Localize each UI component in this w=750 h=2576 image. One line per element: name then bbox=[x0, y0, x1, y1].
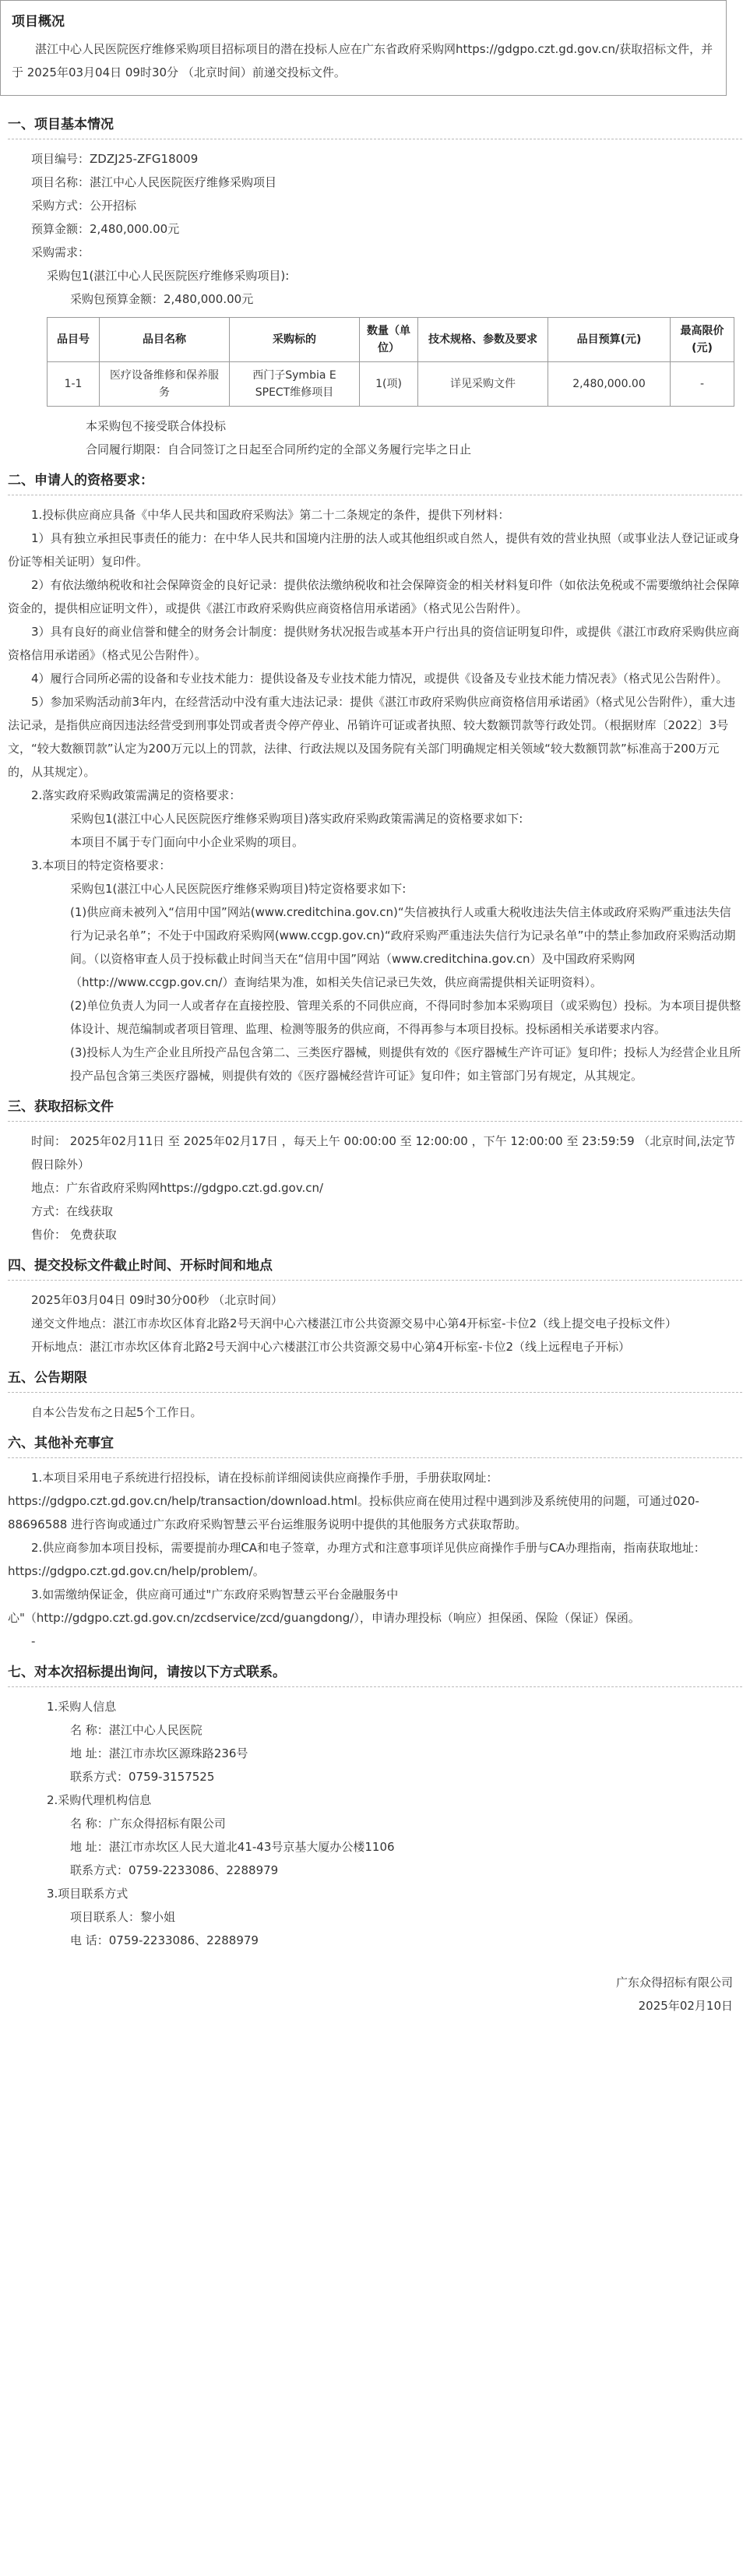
section-3-title: 三、获取招标文件 bbox=[8, 1099, 114, 1115]
project-number: 项目编号：ZDZJ25-ZFG18009 bbox=[31, 152, 199, 166]
procurement-method: 采购方式：公开招标 bbox=[31, 199, 137, 213]
table-header: 数量（单位） bbox=[360, 318, 418, 362]
table-header: 采购标的 bbox=[230, 318, 360, 362]
table-cell: 1-1 bbox=[48, 362, 100, 407]
doc-method: 方式：在线获取 bbox=[31, 1204, 114, 1218]
supplement-dash: - bbox=[31, 1634, 36, 1648]
buyer-heading: 1.采购人信息 bbox=[47, 1700, 117, 1714]
contract-period: 合同履行期限：自合同签订之日起至合同所约定的全部义务履行完毕之日止 bbox=[86, 442, 472, 456]
footer-date: 2025年02月10日 bbox=[638, 1999, 733, 2013]
consortium-note: 本采购包不接受联合体投标 bbox=[86, 419, 227, 433]
contact-person: 项目联系人：黎小姐 bbox=[70, 1910, 176, 1924]
table-header: 最高限价(元) bbox=[671, 318, 734, 362]
project-name: 项目名称：湛江中心人民医院医疗维修采购项目 bbox=[31, 175, 277, 189]
deadline-time: 2025年03月04日 09时30分00秒 （北京时间） bbox=[31, 1293, 283, 1307]
table-cell: 1(项) bbox=[360, 362, 418, 407]
supplement-2: 2.供应商参加本项目投标，需要提前办理CA和电子签章，办理方式和注意事项详见供应商操作手册与CA办理指南，指南获取地址：https://gdgpo.czt.gd.gov.cn/help/problem/。 bbox=[8, 1541, 706, 1578]
section-1-title: 一、项目基本情况 bbox=[8, 117, 114, 132]
supplement-3: 3.如需缴纳保证金，供应商可通过"广东政府采购智慧云平台金融服务中心"（http://gdgpo.czt.gd.gov.cn/zcdservice/zcd/guangdong/），申请办理投标（响应）担保函、保险（保证）保函。 bbox=[8, 1588, 640, 1625]
divider bbox=[8, 1686, 742, 1687]
divider bbox=[8, 1392, 742, 1393]
overview-heading: 项目概况 bbox=[12, 14, 65, 30]
qualification-3-package: 采购包1(湛江中心人民医院医疗维修采购项目)特定资格要求如下: bbox=[70, 882, 407, 896]
submit-place: 递交文件地点：湛江市赤坎区体育北路2号天润中心六楼湛江市公共资源交易中心第4开标室-卡位2（线上提交电子投标文件） bbox=[31, 1316, 678, 1330]
table-cell: 2,480,000.00 bbox=[548, 362, 671, 407]
table-header: 品目预算(元) bbox=[548, 318, 671, 362]
open-place: 开标地点：湛江市赤坎区体育北路2号天润中心六楼湛江市公共资源交易中心第4开标室-卡位2（线上远程电子开标） bbox=[31, 1340, 631, 1354]
divider bbox=[8, 1457, 742, 1458]
divider bbox=[8, 1280, 742, 1281]
buyer-name: 名 称：湛江中心人民医院 bbox=[70, 1723, 202, 1737]
table-cell: 详见采购文件 bbox=[418, 362, 548, 407]
table-cell: - bbox=[671, 362, 734, 407]
doc-place: 地点：广东省政府采购网https://gdgpo.czt.gd.gov.cn/ bbox=[31, 1181, 324, 1195]
qualification-2-package: 采购包1(湛江中心人民医院医疗维修采购项目)落实政府采购政策需满足的资格要求如下: bbox=[70, 812, 523, 826]
table-header: 品目名称 bbox=[100, 318, 230, 362]
qualification-1: 1.投标供应商应具备《中华人民共和国政府采购法》第二十二条规定的条件，提供下列材料： bbox=[31, 508, 510, 522]
notice-period: 自本公告发布之日起5个工作日。 bbox=[31, 1405, 202, 1419]
agent-name: 名 称：广东众得招标有限公司 bbox=[70, 1817, 226, 1831]
section-7-title: 七、对本次招标提出询问，请按以下方式联系。 bbox=[8, 1665, 286, 1680]
overview-text: 湛江中心人民医院医疗维修采购项目招标项目的潜在投标人应在广东省政府采购网https://gdgpo.czt.gd.gov.cn/获取招标文件，并于 2025年03月04日 09时30分 （北京时间）前递交投标文件。 bbox=[12, 42, 713, 79]
qualification-3-2: (2)单位负责人为同一人或者存在直接控股、管理关系的不同供应商，不得同时参加本采购项目（或采购包）投标。为本项目提供整体设计、规范编制或者项目管理、监理、检测等服务的供应商，不得再参与本项目投标。投标函相关承诺要求内容。 bbox=[70, 999, 741, 1036]
divider bbox=[8, 1121, 742, 1122]
agent-phone: 联系方式：0759-2233086、2288979 bbox=[70, 1863, 279, 1877]
qualification-1-1: 1）具有独立承担民事责任的能力：在中华人民共和国境内注册的法人或其他组织或自然人，提供有效的营业执照（或事业法人登记证或身份证等相关证明）复印件。 bbox=[8, 531, 740, 569]
qualification-3-3: (3)投标人为生产企业且所投产品包含第二、三类医疗器械，则提供有效的《医疗器械生产许可证》复印件；投标人为经营企业且所投产品包含第三类医疗器械，则提供有效的《医疗器械经营许可证》复印件；如主管部门另有规定，从其规定。 bbox=[70, 1045, 741, 1083]
footer-org: 广东众得招标有限公司 bbox=[615, 1975, 733, 1989]
qualification-1-2: 2）有依法缴纳税收和社会保障资金的良好记录：提供依法缴纳税收和社会保障资金的相关材料复印件（如依法免税或不需要缴纳社会保障资金的，提供相应证明文件），或提供《湛江市政府采购供应商资格信用承诺函》（格式见公告附件）。 bbox=[8, 578, 740, 615]
section-4-title: 四、提交投标文件截止时间、开标时间和地点 bbox=[8, 1258, 273, 1274]
qualification-1-4: 4）履行合同所必需的设备和专业技术能力：提供设备及专业技术能力情况，或提供《设备及专业技术能力情况表》（格式见公告附件）。 bbox=[31, 671, 728, 685]
table-cell: 医疗设备维修和保养服务 bbox=[100, 362, 230, 407]
section-6-title: 六、其他补充事宜 bbox=[8, 1436, 114, 1451]
table-header-row bbox=[48, 318, 734, 362]
section-2-title: 二、申请人的资格要求： bbox=[8, 473, 153, 488]
table-header: 品目号 bbox=[48, 318, 100, 362]
qualification-2-text: 本项目不属于专门面向中小企业采购的项目。 bbox=[70, 835, 305, 849]
doc-price: 售价： 免费获取 bbox=[31, 1228, 117, 1242]
package-budget: 采购包预算金额：2,480,000.00元 bbox=[70, 292, 254, 306]
budget-amount: 预算金额：2,480,000.00元 bbox=[31, 222, 180, 236]
qualification-3-1: (1)供应商未被列入“信用中国”网站(www.creditchina.gov.cn)“失信被执行人或重大税收违法失信主体或政府采购严重违法失信行为记录名单”；不处于中国政府采购网(www.ccgp.gov.cn)“政府采购严重违法失信行为记录名单”中的禁止参加政府采购活动期间。（以资格审查人员于投标截止时间当天在“信用中国”网站（www.creditchina.gov.cn）及中国政府采购网（http://www.ccgp.gov.cn/）查询结果为准，如相关失信记录已失效，供应商需提供相关证明资料）。 bbox=[70, 905, 736, 989]
procurement-demand: 采购需求： bbox=[31, 245, 90, 259]
qualification-2: 2.落实政府采购政策需满足的资格要求： bbox=[31, 788, 241, 802]
agent-address: 地 址：湛江市赤坎区人民大道北41-43号京基大厦办公楼1106 bbox=[70, 1840, 395, 1854]
buyer-phone: 联系方式：0759-3157525 bbox=[70, 1770, 215, 1784]
qualification-3: 3.本项目的特定资格要求： bbox=[31, 858, 171, 872]
doc-time: 时间： 2025年02月11日 至 2025年02月17日 ，每天上午 00:00:00 至 12:00:00 ，下午 12:00:00 至 23:59:59 （北京时间,法定节假日除外） bbox=[31, 1134, 736, 1172]
buyer-address: 地 址：湛江市赤坎区源珠路236号 bbox=[70, 1746, 248, 1760]
agent-heading: 2.采购代理机构信息 bbox=[47, 1793, 152, 1807]
section-5-title: 五、公告期限 bbox=[8, 1370, 87, 1386]
table-cell: 西门子Symbia E SPECT维修项目 bbox=[230, 362, 360, 407]
qualification-1-3: 3）具有良好的商业信誉和健全的财务会计制度：提供财务状况报告或基本开户行出具的资信证明复印件，或提供《湛江市政府采购供应商资格信用承诺函》（格式见公告附件）。 bbox=[8, 625, 740, 662]
package-title: 采购包1(湛江中心人民医院医疗维修采购项目): bbox=[47, 269, 290, 283]
contact-phone: 电 话：0759-2233086、2288979 bbox=[70, 1933, 259, 1947]
overview-box bbox=[0, 0, 727, 96]
supplement-1: 1.本项目采用电子系统进行招投标，请在投标前详细阅读供应商操作手册，手册获取网址：https://gdgpo.czt.gd.gov.cn/help/transaction/download.html。投标供应商在使用过程中遇到涉及系统使用的问题，可通过020-88696588 进行咨询或通过广东政府采购智慧云平台运维服务说明中提供的其他服务方式获取帮助。 bbox=[8, 1471, 699, 1531]
table-row bbox=[48, 362, 734, 407]
items-table bbox=[47, 317, 734, 407]
table-header: 技术规格、参数及要求 bbox=[418, 318, 548, 362]
qualification-1-5: 5）参加采购活动前3年内，在经营活动中没有重大违法记录：提供《湛江市政府采购供应商资格信用承诺函》（格式见公告附件），重大违法记录，是指供应商因违法经营受到刑事处罚或者责令停产停业、吊销许可证或者执照、较大数额罚款等行政处罚。（根据财库〔2022〕3号文，“较大数额罚款”认定为200万元以上的罚款，法律、行政法规以及国务院有关部门明确规定相关领域“较大数额罚款”标准高于200万元的，从其规定）。 bbox=[8, 695, 736, 779]
contact-heading: 3.项目联系方式 bbox=[47, 1887, 129, 1901]
